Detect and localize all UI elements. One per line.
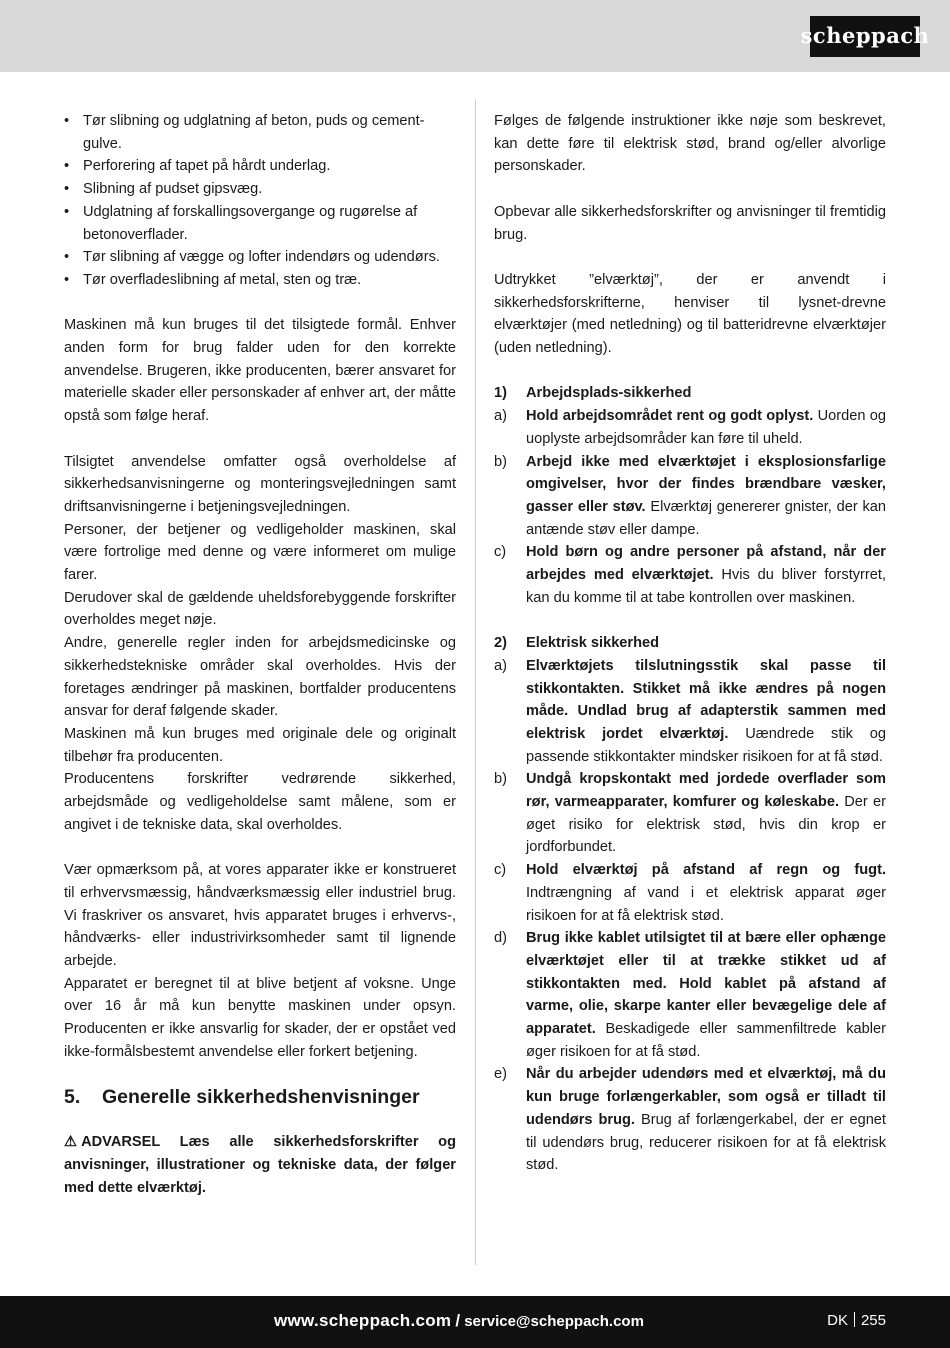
paragraph: Vær opmærksom på, at vores apparater ikke er konstrueret til erhvervsmæssig, håndværksmæssig eller industriel brug. Vi fraskriver os ansvaret, hvis apparatet bruges i erhvervs-, håndværks- eller industrivirksomheder samt til lignende arbejde. bbox=[64, 862, 456, 969]
list-item bbox=[494, 927, 886, 1063]
item-bold: Elværktøjets tilslutningsstik skal passe til stikkontakten. Stikket må ikke ændres på nogen måde. Undlad brug af adapterstik sammen med elektrisk jordet elværktøj. bbox=[526, 657, 886, 742]
list-item: • Slibning af pudset gipsvæg. bbox=[64, 178, 456, 201]
item-bold: Når du arbejder udendørs med et elværktøj, må du kun bruge forlængerkabler, som også er tilladt til udendørs brug. bbox=[526, 1066, 886, 1128]
item-bold: Hold arbejdsområdet rent og godt oplyst. bbox=[526, 408, 814, 425]
item-body bbox=[526, 655, 886, 769]
item-label: a) bbox=[494, 657, 507, 674]
item-label: b) bbox=[494, 453, 507, 470]
item-label: b) bbox=[494, 771, 507, 788]
list-item bbox=[494, 859, 886, 927]
list-item bbox=[494, 768, 886, 859]
column-divider bbox=[475, 100, 476, 1265]
warning-icon: ⚠ bbox=[64, 1134, 78, 1151]
item-body bbox=[526, 927, 886, 1063]
item-bold: Hold børn og andre personer på afstand, når der arbejdes med elværktøjet. bbox=[526, 544, 886, 584]
list-item bbox=[494, 541, 886, 609]
right-column bbox=[494, 110, 886, 1177]
page-number bbox=[827, 1309, 886, 1333]
brand-logo: scheppach bbox=[810, 16, 920, 57]
paragraph: Derudover skal de gældende uheldsforebyggende forskrifter overholdes meget nøje. bbox=[64, 589, 456, 629]
item-body bbox=[526, 768, 886, 859]
footer-separator: / bbox=[455, 1311, 461, 1330]
item-text: Hvis du bliver forstyrret, kan du komme til at tabe kontrollen over maskinen. bbox=[526, 567, 886, 606]
list-item: • Tør slibning og udglatning af beton, puds og cement-gulve. bbox=[64, 110, 456, 155]
paragraph: Andre, generelle regler inden for arbejdsmedicinske og sikkerhedstekniske områder skal overholdes. Hvis der foretages ændringer på maskinen, bortfalder producentens ansvar for deraf følgende skader. bbox=[64, 635, 456, 720]
paragraph: Følges de følgende instruktioner ikke nøje som beskrevet, kan dette føre til elektrisk stød, brand og/eller alvorlige personskader. bbox=[494, 113, 886, 175]
item-label: c) bbox=[494, 862, 507, 879]
list-item: • Perforering af tapet på hårdt underlag. bbox=[64, 155, 456, 178]
website-link[interactable]: www.scheppach.com bbox=[274, 1311, 452, 1330]
subsection-heading bbox=[494, 632, 886, 655]
item-label: a) bbox=[494, 408, 507, 425]
paragraph: Maskinen må kun bruges til det tilsigtede formål. Enhver anden form for brug falder uden for den korrekte anvendelse. Brugeren, ikke producenten, bærer ansvaret for materielle skader eller personskader af enhver art, der måtte opstå som følge heraf. bbox=[64, 317, 456, 425]
item-text: Uorden og uoplyste arbejdsområder kan føre til uheld. bbox=[526, 408, 886, 447]
list-item bbox=[494, 451, 886, 542]
page-header bbox=[0, 0, 950, 72]
page-number-value: 255 bbox=[860, 1312, 886, 1329]
item-label: e) bbox=[494, 1066, 507, 1083]
list-item bbox=[494, 1063, 886, 1177]
item-bold: Hold elværktøj på afstand af regn og fugt. bbox=[526, 862, 886, 879]
paragraph: Apparatet er beregnet til at blive betjent af voksne. Unge over 16 år må kun benytte maskinen under opsyn. Producenten er ikke ansvarlig for skader, der er opstået ved ikke-formålsbestemt anvendelse eller forkert betjening. bbox=[64, 975, 456, 1060]
language-code: DK bbox=[827, 1312, 848, 1329]
section-heading bbox=[64, 1084, 456, 1110]
subsection-title: Elektrisk sikkerhed bbox=[526, 635, 660, 652]
subsection-number: 1) bbox=[494, 385, 507, 402]
left-column bbox=[64, 110, 456, 1200]
paragraph: Opbevar alle sikkerhedsforskrifter og anvisninger til fremtidig brug. bbox=[494, 203, 886, 243]
list-item: • Tør overfladeslibning af metal, sten og træ. bbox=[64, 269, 456, 292]
paragraph: Producentens forskrifter vedrørende sikkerhed, arbejdsmåde og vedligeholdelse samt målene, som er angivet i de tekniske data, skal overholdes. bbox=[64, 771, 456, 833]
item-bold: Undgå kropskontakt med jordede overflader som rør, varmeapparater, komfurer og køleskabe. bbox=[526, 771, 886, 811]
item-text: Beskadigede eller sammenfiltrede kabler øger risikoen for at få stød. bbox=[526, 1021, 886, 1060]
item-text: Uændrede stik og passende stikkontakter mindsker risikoen for at få stød. bbox=[526, 725, 886, 765]
subsection-number: 2) bbox=[494, 635, 507, 652]
warning-body: ADVARSEL Læs alle sikkerhedsforskrifter og anvisninger, illustrationer og tekniske data, der følger med dette elværktøj. bbox=[64, 1134, 456, 1196]
paragraph: Tilsigtet anvendelse omfatter også overholdelse af sikkerhedsanvisningerne og monteringsvejledningen samt driftsanvisningerne i betjeningsvejledningen. bbox=[64, 453, 456, 515]
section-title: Generelle sikkerhedshenvisninger bbox=[102, 1086, 420, 1109]
email-link[interactable]: service@scheppach.com bbox=[464, 1313, 644, 1330]
page-footer bbox=[0, 1296, 950, 1348]
subsection-heading bbox=[494, 382, 886, 405]
item-bold: Brug ikke kablet utilsigtet til at bære eller ophænge elværktøjet eller til at trække stikket ud af stikkontakten med. Hold kablet på afstand af varme, olie, skarpe kanter eller bevægelige dele af apparatet. bbox=[526, 930, 886, 1038]
footer-contact bbox=[274, 1309, 644, 1334]
section-number: 5. bbox=[64, 1086, 81, 1109]
item-text: Brug af forlængerkabel, der er egnet til udendørs brug, reducerer risikoen for at få elektrisk stød. bbox=[526, 1111, 886, 1174]
item-label: c) bbox=[494, 544, 507, 561]
list-item bbox=[494, 655, 886, 769]
item-body bbox=[526, 541, 886, 609]
list-item: • Tør slibning af vægge og lofter indendørs og udendørs. bbox=[64, 246, 456, 269]
paragraph: Maskinen må kun bruges med originale dele og originalt tilbehør fra producenten. bbox=[64, 725, 456, 765]
warning-text bbox=[64, 1131, 456, 1199]
page-number-divider bbox=[854, 1312, 855, 1327]
item-body bbox=[526, 859, 886, 927]
item-body bbox=[526, 451, 886, 542]
item-text: Indtrængning af vand i et elektrisk apparat øger risikoen for at få elektrisk stød. bbox=[526, 884, 886, 924]
paragraph: Udtrykket ”elværktøj”, der er anvendt i sikkerhedsforskrifterne, henviser til lysnet-drevne elværktøjer (med netledning) og til batteridrevne elværktøjer (uden netledning). bbox=[494, 271, 886, 356]
item-text: Elværktøj genererer gnister, der kan antænde støv eller dampe. bbox=[526, 498, 886, 538]
list-item bbox=[494, 405, 886, 450]
item-body bbox=[526, 405, 886, 450]
subsection-title: Arbejdsplads-sikkerhed bbox=[526, 385, 692, 402]
item-label: d) bbox=[494, 930, 507, 947]
item-bold: Arbejd ikke med elværktøjet i eksplosionsfarlige omgivelser, hvor der findes brændbare væsker, gasser eller støv. bbox=[526, 453, 886, 515]
paragraph: Personer, der betjener og vedligeholder maskinen, skal være fortrolige med denne og være informeret om mulige farer. bbox=[64, 521, 456, 584]
list-item: • Udglatning af forskallingsovergange og rugørelse af betonoverflader. bbox=[64, 201, 456, 246]
item-body bbox=[526, 1063, 886, 1177]
item-text: Der er øget risiko for elektrisk stød, hvis din krop er jordforbundet. bbox=[526, 794, 886, 856]
usage-list bbox=[64, 110, 456, 292]
